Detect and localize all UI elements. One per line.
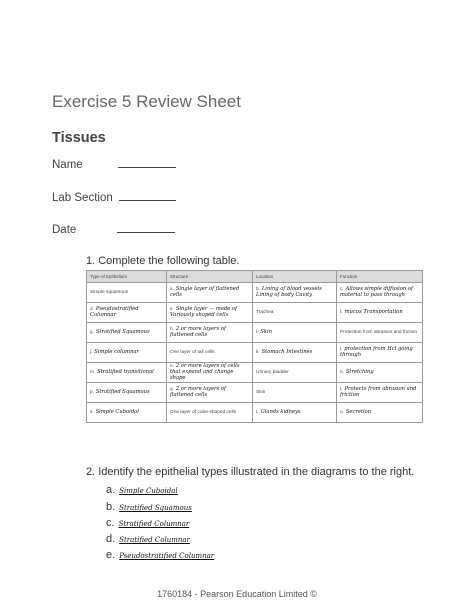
table-cell-type xyxy=(87,363,167,383)
epithelium-table xyxy=(86,270,423,423)
list-item xyxy=(106,533,190,545)
answer-text: Stratified Squamous xyxy=(119,504,192,512)
table-row xyxy=(87,363,423,383)
cell-letter: k. xyxy=(256,349,260,355)
answer-text: Stratified Columnar xyxy=(119,536,190,544)
cell-letter: s. xyxy=(90,409,94,415)
handwritten-answer: Skin xyxy=(260,329,272,336)
table-cell-function xyxy=(337,363,423,383)
column-header: Function xyxy=(337,271,423,283)
handwritten-answer: protection from Hcl going through xyxy=(340,346,413,358)
table-cell-location xyxy=(253,383,337,403)
table-cell-structure xyxy=(167,303,253,323)
handwritten-answer: Protects from abrasion and friction xyxy=(340,386,417,398)
handwritten-answer: Stretching xyxy=(345,369,374,376)
handwritten-answer: Stratified Squamous xyxy=(95,329,150,336)
cell-text: Trachea xyxy=(256,309,274,315)
lab-section-label: Lab Section xyxy=(52,192,113,204)
cell-letter: h. xyxy=(170,326,174,332)
list-item xyxy=(106,549,214,561)
lab-section-line xyxy=(119,191,176,201)
table-cell-function xyxy=(337,303,423,323)
cell-letter: j. xyxy=(90,349,93,355)
table-cell-structure xyxy=(167,343,253,363)
table-cell-structure xyxy=(167,403,253,423)
table-cell-type xyxy=(87,323,167,343)
answer-letter: c. xyxy=(106,517,115,529)
table-row xyxy=(87,403,423,423)
handwritten-answer: Single layer of flattened cells xyxy=(170,286,240,298)
section-subtitle: Tissues xyxy=(52,130,106,146)
cell-text: Simple squamous xyxy=(90,289,129,295)
cell-letter: m. xyxy=(90,369,96,375)
list-item xyxy=(106,501,192,513)
date-field xyxy=(52,223,175,236)
handwritten-answer: Secretion xyxy=(345,409,372,416)
handwritten-answer: Glands kidneys xyxy=(260,409,301,416)
table-cell-structure xyxy=(167,283,253,303)
cell-letter: a. xyxy=(170,286,174,292)
table-cell-location xyxy=(253,283,337,303)
table-cell-location xyxy=(253,363,337,383)
table-cell-type xyxy=(87,283,167,303)
answer-text: Pseudostratified Columnar xyxy=(119,552,215,560)
page-footer: 1760184 - Pearson Education Limited © xyxy=(157,589,317,599)
cell-letter: e. xyxy=(170,306,174,312)
table-cell-type xyxy=(87,383,167,403)
handwritten-answer: 2 or more layers of cells that expand and change shape xyxy=(170,363,240,381)
cell-text: Protection from abrasion and friction xyxy=(340,329,418,335)
table-cell-location xyxy=(253,343,337,363)
cell-text: One layer of tall cells xyxy=(170,349,215,355)
cell-letter: g. xyxy=(90,329,94,335)
column-header: Location xyxy=(253,271,337,283)
cell-letter: p. xyxy=(90,389,94,395)
date-line xyxy=(117,223,175,233)
table-row xyxy=(87,383,423,403)
cell-letter: t. xyxy=(256,409,259,415)
cell-letter: q. xyxy=(170,386,174,392)
list-item xyxy=(106,484,178,496)
table-cell-location xyxy=(253,403,337,423)
cell-letter: l. xyxy=(340,346,343,352)
answer-text: Stratified Columnar xyxy=(118,520,190,528)
table-cell-type xyxy=(87,403,167,423)
handwritten-answer: Allows simple diffusion of material to pass through xyxy=(340,286,413,298)
table-cell-function xyxy=(337,343,423,363)
cell-letter: n. xyxy=(170,363,174,369)
cell-letter: f. xyxy=(340,309,343,315)
column-header: Type of Epithelium xyxy=(87,271,167,283)
table-cell-type xyxy=(87,303,167,323)
table-cell-function xyxy=(337,403,423,423)
question-2: 2. Identify the epithelial types illustrated in the diagrams to the right. xyxy=(86,466,415,478)
name-label: Name xyxy=(52,159,83,171)
cell-letter: u. xyxy=(340,409,344,415)
cell-letter: d. xyxy=(90,306,94,312)
table-header-row xyxy=(87,271,423,283)
answer-letter: d. xyxy=(106,533,116,545)
cell-letter: b. xyxy=(256,286,260,292)
handwritten-answer: Simple Cuboidal xyxy=(95,409,139,416)
question-1: 1. Complete the following table. xyxy=(86,255,240,267)
table-cell-structure xyxy=(167,383,253,403)
table-cell-type xyxy=(87,343,167,363)
date-label: Date xyxy=(52,224,77,236)
cell-letter: o. xyxy=(340,369,344,375)
table-cell-function xyxy=(337,283,423,303)
name-field xyxy=(52,158,176,171)
answer-letter: a. xyxy=(106,484,116,496)
cell-letter: c. xyxy=(340,286,344,292)
handwritten-answer: Stratified Squamous xyxy=(95,389,150,396)
handwritten-answer: mucus Transportation xyxy=(344,309,403,316)
cell-text: Skin xyxy=(256,389,266,395)
table-cell-function xyxy=(337,383,423,403)
page-title: Exercise 5 Review Sheet xyxy=(52,92,241,111)
table-cell-structure xyxy=(167,323,253,343)
name-line xyxy=(118,158,176,168)
table-row xyxy=(87,283,423,303)
handwritten-answer: Lining of blood vessels Lining of body Cavity xyxy=(256,286,322,298)
cell-text: Urinary bladder xyxy=(256,369,289,375)
answer-letter: b. xyxy=(106,501,116,513)
handwritten-answer: 2 or more layers of flattened cells xyxy=(170,386,226,398)
handwritten-answer: 2 or more layers of flattened cells xyxy=(170,326,226,338)
answer-text: Simple Cuboidal xyxy=(119,487,178,495)
table-row xyxy=(87,323,423,343)
column-header: Structure xyxy=(167,271,253,283)
table-row xyxy=(87,343,423,363)
handwritten-answer: Stomach Intestines xyxy=(261,349,313,356)
handwritten-answer: Pseudostratified Columnar xyxy=(90,306,139,318)
cell-text: One layer of cube-shaped cells xyxy=(170,409,237,415)
table-cell-location xyxy=(253,323,337,343)
table-row xyxy=(87,303,423,323)
handwritten-answer: Simple columnar xyxy=(94,349,139,356)
cell-letter: i. xyxy=(256,329,259,335)
lab-section-field xyxy=(52,191,176,204)
table-cell-structure xyxy=(167,363,253,383)
handwritten-answer: Single layer — made of Variously shaped cells xyxy=(170,306,237,318)
cell-letter: r. xyxy=(340,386,343,392)
handwritten-answer: Stratified transitional xyxy=(97,369,154,376)
list-item xyxy=(106,517,189,529)
table-cell-function xyxy=(337,323,423,343)
answer-letter: e. xyxy=(106,549,116,561)
table-cell-location xyxy=(253,303,337,323)
